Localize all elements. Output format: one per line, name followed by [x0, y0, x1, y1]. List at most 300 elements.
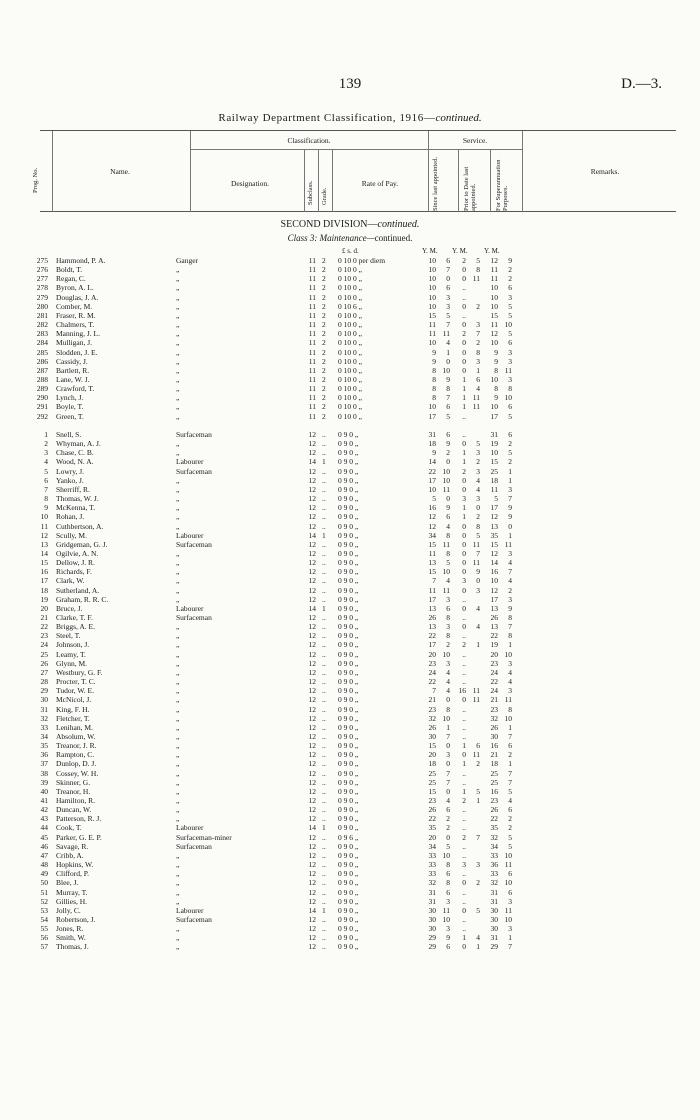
section-title	[0, 219, 700, 230]
table-row	[0, 265, 700, 274]
table-row	[0, 796, 700, 805]
column-divider	[522, 131, 523, 212]
since-last-months: 4	[446, 338, 450, 348]
grade: 1	[322, 905, 326, 915]
super-years: 34	[490, 841, 498, 851]
rate-of-pay: 0 10 0 „	[338, 283, 362, 293]
since-last-years: 8	[432, 393, 436, 403]
employee-name: Duncan, W.	[56, 805, 92, 815]
prior-months: 8	[476, 521, 480, 531]
employee-name: Clarke, T. F.	[56, 613, 93, 622]
since-last-years: 15	[428, 539, 436, 549]
prior-years: 1	[462, 786, 466, 796]
subclass: 12	[308, 695, 316, 705]
prior-years: 2	[462, 796, 466, 805]
since-last-years: 7	[432, 686, 436, 696]
since-last-months: 3	[446, 924, 450, 934]
subclass: 11	[308, 374, 316, 384]
prior-years: ..	[462, 430, 466, 439]
designation: „	[176, 503, 180, 513]
super-years: 18	[490, 475, 498, 485]
super-months: 5	[508, 841, 512, 851]
table-row	[0, 878, 700, 887]
employee-name: Lane, W. J.	[56, 374, 90, 384]
since-last-months: 8	[446, 704, 450, 714]
since-last-months: 10	[442, 713, 450, 723]
prior-years: 0	[462, 558, 466, 568]
rate-of-pay: 0 10 0 „	[338, 393, 362, 403]
rate-of-pay: 0 10 0 „	[338, 347, 362, 357]
rate-of-pay: 0 9 0 „	[338, 869, 359, 879]
employee-name: Gillies, H.	[56, 896, 88, 906]
employee-name: Sherriff, R.	[56, 484, 90, 494]
header-grade: Grade.	[321, 187, 328, 205]
grade: 2	[322, 402, 326, 412]
prior-months: 3	[476, 860, 480, 870]
since-last-years: 10	[428, 283, 436, 293]
super-months: 5	[508, 329, 512, 339]
subclass: 12	[308, 878, 316, 888]
designation: „	[176, 402, 180, 412]
employee-name: Glynn, M.	[56, 658, 88, 668]
designation: „	[176, 338, 180, 348]
grade: 2	[322, 393, 326, 403]
since-last-months: 5	[446, 558, 450, 568]
prog-no: 32	[40, 713, 48, 723]
designation: „	[176, 924, 180, 934]
since-last-years: 10	[428, 484, 436, 494]
designation: Surfaceman-miner	[176, 832, 232, 842]
since-last-years: 24	[428, 667, 436, 677]
prior-years: 0	[462, 484, 466, 494]
employee-name: Treanor, J. R.	[56, 741, 97, 751]
grade: 2	[322, 338, 326, 348]
prior-years: 0	[462, 539, 466, 549]
super-months: 5	[508, 832, 512, 842]
since-last-years: 15	[428, 786, 436, 796]
prior-years: ..	[462, 283, 466, 293]
since-last-years: 33	[428, 860, 436, 870]
super-years: 11	[490, 484, 498, 494]
employee-name: Dellow, J. R.	[56, 558, 95, 568]
super-years: 23	[490, 658, 498, 668]
prog-no: 10	[40, 512, 48, 522]
grade: 2	[322, 320, 326, 330]
table-row	[0, 357, 700, 366]
prog-no: 30	[40, 695, 48, 705]
table-row	[0, 869, 700, 878]
super-years: 21	[490, 750, 498, 760]
grade: 2	[322, 365, 326, 375]
prior-years: 0	[462, 274, 466, 284]
table-row	[0, 897, 700, 906]
subclass: 12	[308, 430, 316, 439]
designation: Surfaceman	[176, 466, 212, 476]
rate-of-pay: 0 9 0 „	[338, 686, 359, 696]
super-years: 30	[490, 905, 498, 915]
since-last-years: 13	[428, 622, 436, 632]
subclass: 12	[308, 832, 316, 842]
employee-name: Westbury, G. F.	[56, 667, 103, 677]
employee-name: Snell, S.	[56, 430, 82, 439]
grade: 1	[322, 603, 326, 613]
prior-months: 11	[472, 402, 480, 412]
prior-years: ..	[462, 823, 466, 833]
employee-name: Chase, C. B.	[56, 448, 94, 458]
table-row	[0, 576, 700, 585]
subclass: 12	[308, 503, 316, 513]
table-row	[0, 906, 700, 915]
class-title-main: Class 3: Maintenance—	[287, 233, 375, 243]
rate-of-pay: 0 9 0 „	[338, 695, 359, 705]
prior-years: 0	[462, 439, 466, 449]
rate-of-pay: 0 9 0 „	[338, 722, 359, 732]
super-months: 10	[504, 649, 512, 659]
super-months: 3	[508, 686, 512, 696]
super-months: 8	[508, 613, 512, 622]
designation: „	[176, 384, 180, 394]
rate-of-pay: 0 9 0 „	[338, 594, 359, 604]
prior-years: 0	[462, 347, 466, 357]
employee-name: Treanor, H.	[56, 786, 91, 796]
prior-years: 1	[462, 741, 466, 751]
super-months: 6	[508, 402, 512, 412]
prog-no: 279	[36, 292, 48, 302]
since-last-months: 6	[446, 942, 450, 952]
prog-no: 37	[40, 759, 48, 769]
table-row	[0, 595, 700, 604]
designation: „	[176, 887, 180, 897]
grade: ..	[322, 430, 326, 439]
prog-no: 45	[40, 832, 48, 842]
grade: ..	[322, 686, 326, 696]
prior-months: 1	[476, 365, 480, 375]
prior-years: 2	[462, 640, 466, 650]
subclass: 11	[308, 356, 316, 366]
prior-years: 1	[462, 512, 466, 522]
super-months: 2	[508, 585, 512, 595]
since-last-months: 8	[446, 631, 450, 641]
rate-of-pay: 0 9 0 „	[338, 631, 359, 641]
super-years: 10	[490, 338, 498, 348]
super-years: 16	[490, 741, 498, 751]
employee-name: Hopkins, W.	[56, 860, 94, 870]
since-last-months: 9	[446, 503, 450, 513]
prog-no: 287	[36, 365, 48, 375]
grade: ..	[322, 878, 326, 888]
rate-of-pay: 0 10 6 „	[338, 301, 362, 311]
prog-no: 25	[40, 649, 48, 659]
designation: Surfaceman	[176, 841, 212, 851]
prog-no: 53	[40, 905, 48, 915]
super-years: 25	[490, 768, 498, 778]
super-months: 6	[508, 338, 512, 348]
table-row	[0, 695, 700, 704]
table-row	[0, 366, 700, 375]
subclass: 12	[308, 576, 316, 586]
grade: ..	[322, 832, 326, 842]
prog-no: 2	[44, 439, 48, 449]
since-last-months: 3	[446, 594, 450, 604]
table-row	[0, 439, 700, 448]
designation: „	[176, 850, 180, 860]
super-years: 11	[490, 274, 498, 284]
column-divider	[318, 149, 319, 212]
subclass: 12	[308, 658, 316, 668]
grade: ..	[322, 713, 326, 723]
designation: Ganger	[176, 256, 199, 265]
prior-months: 11	[472, 695, 480, 705]
super-months: 3	[508, 594, 512, 604]
super-years: 5	[494, 494, 498, 504]
super-years: 35	[490, 530, 498, 540]
rate-of-pay: 0 9 0 „	[338, 567, 359, 577]
since-last-years: 10	[428, 265, 436, 275]
designation: „	[176, 347, 180, 357]
table-row	[0, 769, 700, 778]
grade: ..	[322, 731, 326, 741]
prog-no: 41	[40, 796, 48, 805]
since-last-months: 0	[446, 274, 450, 284]
since-last-months: 10	[442, 365, 450, 375]
prog-no: 39	[40, 777, 48, 787]
employee-name: Bruce, J.	[56, 603, 83, 613]
super-months: 11	[504, 860, 512, 870]
designation: „	[176, 768, 180, 778]
grade: 2	[322, 384, 326, 394]
table-row	[0, 622, 700, 631]
subclass: 11	[308, 274, 316, 284]
column-divider	[332, 149, 333, 212]
prior-years: ..	[462, 704, 466, 714]
grade: ..	[322, 475, 326, 485]
subclass: 12	[308, 713, 316, 723]
grade: 2	[322, 283, 326, 293]
super-years: 30	[490, 924, 498, 934]
employee-name: Whyman, A. J.	[56, 439, 101, 449]
since-last-years: 35	[428, 823, 436, 833]
super-months: 3	[508, 292, 512, 302]
prog-no: 40	[40, 786, 48, 796]
employee-name: Byron, A. L.	[56, 283, 94, 293]
employee-name: Cassidy, J.	[56, 356, 88, 366]
employee-name: Comber, M.	[56, 301, 93, 311]
designation: „	[176, 265, 180, 275]
prog-no: 34	[40, 731, 48, 741]
prog-no: 290	[36, 393, 48, 403]
rate-of-pay: 0 10 0 „	[338, 310, 362, 320]
employee-name: Chalmers, T.	[56, 320, 95, 330]
prior-months: 2	[476, 457, 480, 467]
rate-of-pay: 0 10 0 „	[338, 402, 362, 412]
designation: „	[176, 786, 180, 796]
rate-of-pay: 0 9 0 „	[338, 731, 359, 741]
since-last-years: 15	[428, 741, 436, 751]
rate-of-pay: 0 9 0 „	[338, 539, 359, 549]
rate-of-pay: 0 9 0 „	[338, 512, 359, 522]
since-last-years: 30	[428, 731, 436, 741]
designation: „	[176, 750, 180, 760]
since-last-years: 31	[428, 887, 436, 897]
super-years: 33	[490, 869, 498, 879]
designation: „	[176, 301, 180, 311]
grade: ..	[322, 786, 326, 796]
designation: „	[176, 878, 180, 888]
employee-name: Boyle, T.	[56, 402, 84, 412]
table-row	[0, 402, 700, 411]
subclass: 12	[308, 860, 316, 870]
super-years: 10	[490, 576, 498, 586]
table-row	[0, 274, 700, 283]
super-months: 7	[508, 622, 512, 632]
designation: Surfaceman	[176, 539, 212, 549]
since-last-months: 3	[446, 896, 450, 906]
prior-months: 0	[476, 576, 480, 586]
prior-months: 3	[476, 585, 480, 595]
super-years: 31	[490, 887, 498, 897]
super-months: 7	[508, 942, 512, 952]
prog-no: 24	[40, 640, 48, 650]
employee-name: Wood, N. A.	[56, 457, 94, 467]
subclass: 11	[308, 365, 316, 375]
super-months: 10	[504, 914, 512, 924]
subclass: 11	[308, 310, 316, 320]
grade: ..	[322, 869, 326, 879]
subclass: 11	[308, 292, 316, 302]
prog-no: 28	[40, 677, 48, 687]
prog-no: 20	[40, 603, 48, 613]
super-years: 24	[490, 667, 498, 677]
prior-months: 8	[476, 265, 480, 275]
rate-of-pay: 0 10 0 „	[338, 356, 362, 366]
since-last-years: 10	[428, 338, 436, 348]
prior-months: 4	[476, 603, 480, 613]
since-last-years: 17	[428, 411, 436, 421]
super-months: 9	[508, 512, 512, 522]
since-last-years: 18	[428, 439, 436, 449]
super-years: 16	[490, 567, 498, 577]
employee-name: Clifford, P.	[56, 869, 89, 879]
designation: „	[176, 439, 180, 449]
prog-no: 21	[40, 613, 48, 622]
grade: ..	[322, 741, 326, 751]
rate-of-pay: 0 9 0 „	[338, 494, 359, 504]
super-months: 5	[508, 310, 512, 320]
header-since-last-appointed: Since last appointed.	[432, 157, 439, 211]
super-months: 4	[508, 558, 512, 568]
prog-no: 291	[36, 402, 48, 412]
since-last-months: 11	[442, 905, 450, 915]
designation: „	[176, 594, 180, 604]
table-row	[0, 467, 700, 476]
grade: ..	[322, 942, 326, 952]
since-last-months: 11	[442, 484, 450, 494]
table-row	[0, 329, 700, 338]
since-last-years: 22	[428, 466, 436, 476]
column-divider	[304, 149, 305, 212]
prior-years: ..	[462, 869, 466, 879]
prior-years: ..	[462, 677, 466, 687]
since-last-years: 22	[428, 677, 436, 687]
since-last-months: 1	[446, 722, 450, 732]
employee-name: Bartlett, R.	[56, 365, 90, 375]
rate-of-pay: 0 10 0 „	[338, 384, 362, 394]
grade: ..	[322, 503, 326, 513]
designation: „	[176, 283, 180, 293]
designation: „	[176, 731, 180, 741]
super-months: 6	[508, 869, 512, 879]
employee-name: Green, T.	[56, 411, 84, 421]
designation: „	[176, 567, 180, 577]
prior-years: 0	[462, 475, 466, 485]
header-remarks: Remarks.	[590, 167, 620, 176]
prog-no: 23	[40, 631, 48, 641]
super-years: 32	[490, 832, 498, 842]
prior-years: ..	[462, 292, 466, 302]
rate-of-pay: 0 9 0 „	[338, 860, 359, 870]
rate-of-pay: 0 9 0 „	[338, 558, 359, 568]
since-last-months: 8	[446, 613, 450, 622]
header-rate-of-pay: Rate of Pay.	[361, 179, 399, 188]
employee-name: Absolum, W.	[56, 731, 96, 741]
since-last-years: 5	[432, 494, 436, 504]
since-last-months: 4	[446, 576, 450, 586]
table-row	[0, 586, 700, 595]
rate-of-pay: 0 9 0 „	[338, 475, 359, 485]
class-title-continued: continued.	[374, 233, 413, 243]
table-row	[0, 476, 700, 485]
prog-no: 282	[36, 320, 48, 330]
super-months: 3	[508, 374, 512, 384]
since-last-months: 6	[446, 512, 450, 522]
prior-months: 2	[476, 301, 480, 311]
table-row	[0, 723, 700, 732]
employee-name: Blee, J.	[56, 878, 79, 888]
designation: „	[176, 896, 180, 906]
grade: ..	[322, 805, 326, 815]
super-months: 11	[504, 695, 512, 705]
table-row	[0, 942, 700, 951]
rate-of-pay: 0 9 0 „	[338, 942, 359, 952]
designation: „	[176, 631, 180, 641]
employee-name: Parker, G. E. P.	[56, 832, 102, 842]
prog-no: 50	[40, 878, 48, 888]
super-months: 2	[508, 439, 512, 449]
employee-name: Manning, J. L.	[56, 329, 100, 339]
prior-years: 16	[458, 686, 466, 696]
super-years: 11	[490, 265, 498, 275]
super-years: 25	[490, 466, 498, 476]
super-months: 2	[508, 823, 512, 833]
subclass: 12	[308, 869, 316, 879]
super-months: 3	[508, 347, 512, 357]
prog-no: 12	[40, 530, 48, 540]
super-years: 10	[490, 448, 498, 458]
super-months: 7	[508, 768, 512, 778]
employee-name: Skinner, G.	[56, 777, 91, 787]
prog-no: 19	[40, 594, 48, 604]
rate-of-pay: 0 9 0 „	[338, 521, 359, 531]
prior-years: ..	[462, 658, 466, 668]
super-years: 13	[490, 521, 498, 531]
prog-no: 26	[40, 658, 48, 668]
table-row	[0, 750, 700, 759]
employee-name: Yanko, J.	[56, 475, 84, 485]
designation: „	[176, 576, 180, 586]
rate-of-pay: 0 9 0 „	[338, 759, 359, 769]
prior-months: 0	[476, 503, 480, 513]
since-last-years: 18	[428, 759, 436, 769]
